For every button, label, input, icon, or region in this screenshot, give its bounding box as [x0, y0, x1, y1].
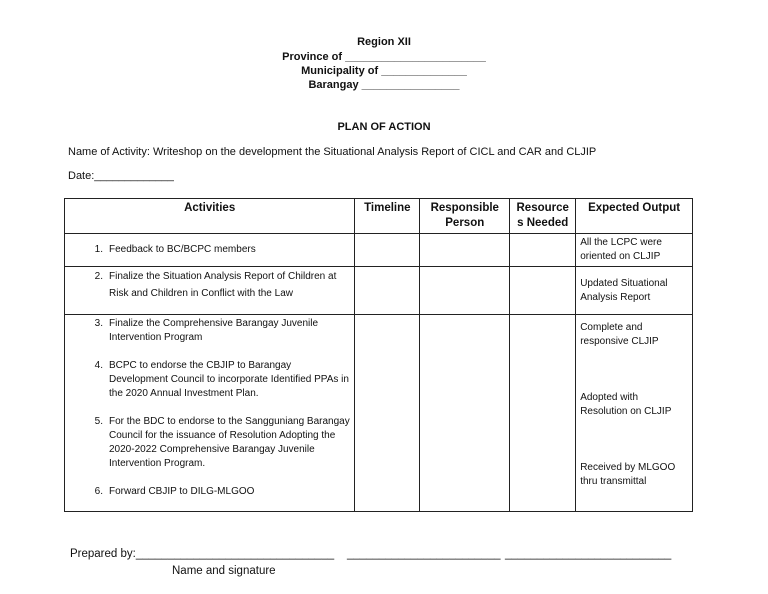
item-text: Forward CBJIP to DILG-MLGOO [109, 486, 255, 497]
item-text: Feedback to BC/BCPC members [109, 244, 256, 255]
activity-name: Name of Activity: Writeshop on the development the Situational Analysis Report of CICL and CAR and CLJIP [68, 146, 597, 158]
resources-cell [510, 234, 576, 267]
col-activities: Activities [65, 199, 355, 234]
col-responsible-line2: Person [445, 217, 485, 229]
name-and-signature-label: Name and signature [172, 565, 276, 577]
list-item [65, 359, 350, 401]
item-text: For the BDC to endorse to the Sangguniang Barangay Council for the issuance of Resolution Adopting the 2020-2022 Comprehensive Barangay Juvenile Intervention Program. [109, 416, 350, 469]
table-row [65, 234, 693, 267]
item-text: Finalize the Situation Analysis Report of Children at Risk and Children in Conflict with the Law [109, 271, 337, 299]
plan-table [64, 198, 693, 512]
list-item [65, 317, 350, 345]
resources-cell [510, 267, 576, 315]
expected-output-cell: All the LCPC were oriented on CLJIP [576, 234, 693, 267]
date-line: Date:_____________ [68, 170, 174, 182]
col-resources [510, 199, 576, 234]
responsible-cell [420, 315, 510, 512]
table-row [65, 315, 693, 512]
timeline-cell [355, 267, 420, 315]
col-resources-line2: s Needed [517, 217, 569, 229]
table-header-row [65, 199, 693, 234]
responsible-cell [420, 234, 510, 267]
header-province: Province of _______________________ [282, 51, 486, 63]
table-row [65, 267, 693, 315]
list-item [65, 243, 350, 257]
item-text: Finalize the Comprehensive Barangay Juvenile Intervention Program [109, 318, 319, 343]
header-municipality: Municipality of ______________ [301, 65, 467, 77]
signature-line-2: ________________________ [347, 548, 501, 560]
activity-cell [65, 315, 355, 512]
expected-output-cell: Updated Situational Analysis Report [576, 267, 693, 315]
page-title: PLAN OF ACTION [337, 121, 431, 133]
col-responsible-line1: Responsible [430, 202, 499, 214]
responsible-cell [420, 267, 510, 315]
expected-output-cell [576, 315, 693, 512]
list-item [65, 268, 350, 302]
col-resources-line1: Resource [516, 202, 569, 214]
signature-line-3: __________________________ [505, 548, 672, 560]
header-region: Region XII [357, 36, 411, 48]
expected-output-item: Adopted with Resolution on CLJIP [580, 392, 672, 417]
col-timeline: Timeline [355, 199, 420, 234]
item-number: 3. [94, 318, 103, 329]
item-number: 6. [94, 486, 103, 497]
item-number: 2. [94, 271, 103, 282]
expected-output-item: Complete and responsive CLJIP [580, 322, 659, 347]
list-item [65, 485, 350, 499]
timeline-cell [355, 315, 420, 512]
col-expected-output: Expected Output [576, 199, 693, 234]
header-barangay: Barangay ________________ [308, 79, 460, 91]
item-number: 5. [94, 416, 103, 427]
expected-output-item: Received by MLGOO thru transmittal [580, 462, 676, 487]
item-number: 1. [94, 244, 103, 255]
item-text: BCPC to endorse the CBJIP to Barangay Development Council to incorporate Identified PPAs in the 2020 Annual Investment Plan. [109, 360, 349, 399]
timeline-cell [355, 234, 420, 267]
list-item [65, 415, 350, 471]
item-number: 4. [94, 360, 103, 371]
prepared-by-line: Prepared by:_______________________________ [70, 548, 335, 560]
resources-cell [510, 315, 576, 512]
activity-cell [65, 234, 355, 267]
col-responsible [420, 199, 510, 234]
activity-cell [65, 267, 355, 315]
